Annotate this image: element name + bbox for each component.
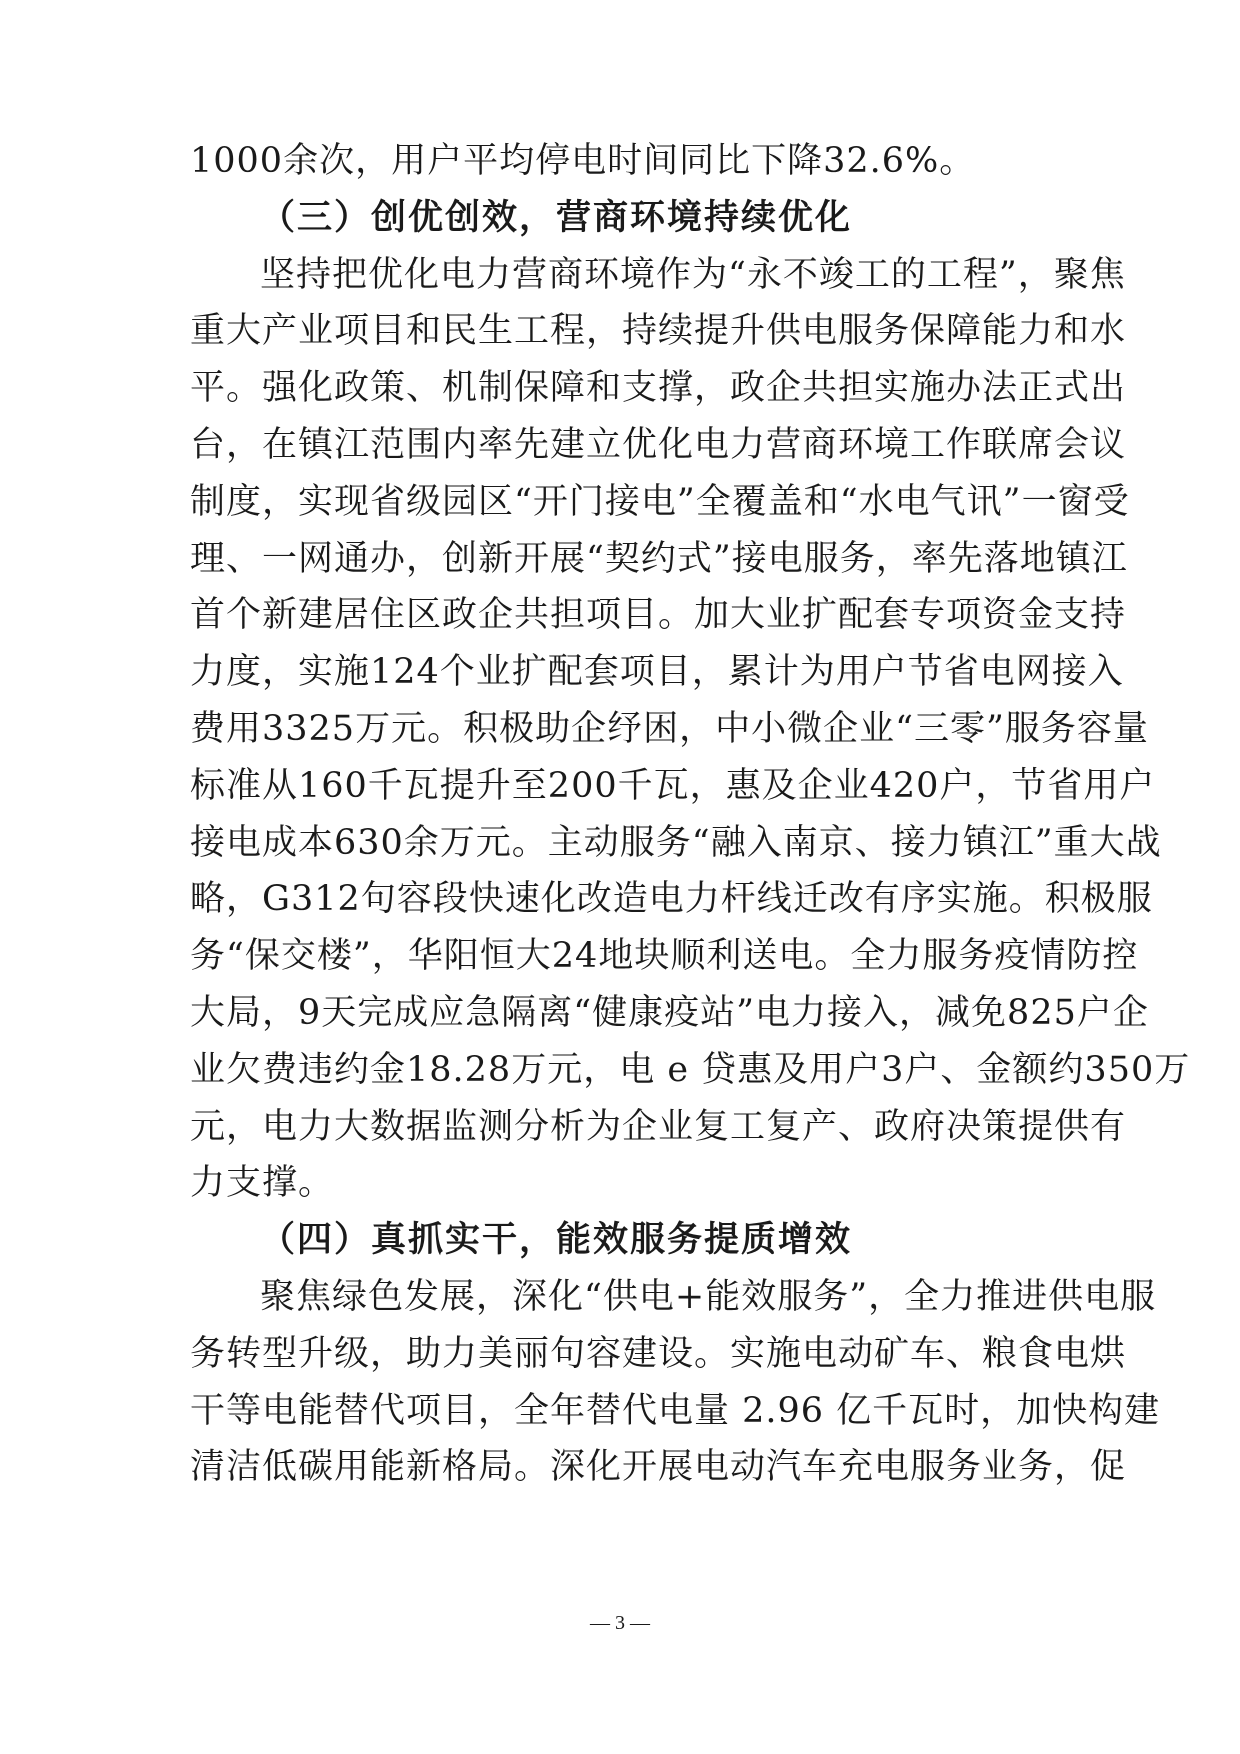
text-line: 务转型升级，助力美丽句容建设。实施电动矿车、粮食电烘 xyxy=(190,1333,1127,1374)
text-line: 平。强化政策、机制保障和支撑，政企共担实施办法正式出 xyxy=(190,368,1127,409)
text-line: 务“保交楼”，华阳恒大24地块顺利送电。全力服务疫情防控 xyxy=(190,936,1139,977)
text-line: 清洁低碳用能新格局。深化开展电动汽车充电服务业务，促 xyxy=(190,1447,1127,1488)
section-heading: （三）创优创效，营商环境持续优化 xyxy=(260,197,853,238)
text-line: 聚焦绿色发展，深化“供电+能效服务”，全力推进供电服 xyxy=(260,1277,1157,1317)
section-heading: （四）真抓实干，能效服务提质增效 xyxy=(260,1220,853,1261)
text-line: 理、一网通办，创新开展“契约式”接电服务，率先落地镇江 xyxy=(190,538,1128,579)
text-line: 1000余次，用户平均停电时间同比下降32.6%。 xyxy=(190,141,976,181)
text-line: 费用3325万元。积极助企纾困，中小微企业“三零”服务容量 xyxy=(190,709,1149,749)
text-line: 业欠费违约金18.28万元，电 e 贷惠及用户3户、金额约350万 xyxy=(190,1049,1191,1090)
page-number: — 3 — xyxy=(590,1612,650,1634)
text-line: 干等电能替代项目，全年替代电量 2.96 亿千瓦时，加快构建 xyxy=(190,1390,1161,1431)
text-line: 台，在镇江范围内率先建立优化电力营商环境工作联席会议 xyxy=(190,425,1127,465)
text-line: 接电成本630余万元。主动服务“融入南京、接力镇江”重大战 xyxy=(190,822,1162,863)
text-line: 重大产业项目和民生工程，持续提升供电服务保障能力和水 xyxy=(190,311,1127,352)
text-line: 大局，9天完成应急隔离“健康疫站”电力接入，减免825户企 xyxy=(190,993,1149,1033)
text-line: 元，电力大数据监测分析为企业复工复产、政府决策提供有 xyxy=(190,1106,1127,1147)
text-line: 首个新建居住区政企共担项目。加大业扩配套专项资金支持 xyxy=(190,595,1127,636)
text-line: 制度，实现省级园区“开门接电”全覆盖和“水电气讯”一窗受 xyxy=(190,481,1130,522)
text-line: 标准从160千瓦提升至200千瓦，惠及企业420户，节省用户 xyxy=(190,765,1156,806)
text-line: 力支撑。 xyxy=(190,1163,335,1204)
text-line: 坚持把优化电力营商环境作为“永不竣工的工程”，聚焦 xyxy=(260,254,1126,295)
text-line: 略，G312句容段快速化改造电力杆线迁改有序实施。积极服 xyxy=(190,879,1153,920)
text-line: 力度，实施124个业扩配套项目，累计为用户节省电网接入 xyxy=(190,652,1124,693)
